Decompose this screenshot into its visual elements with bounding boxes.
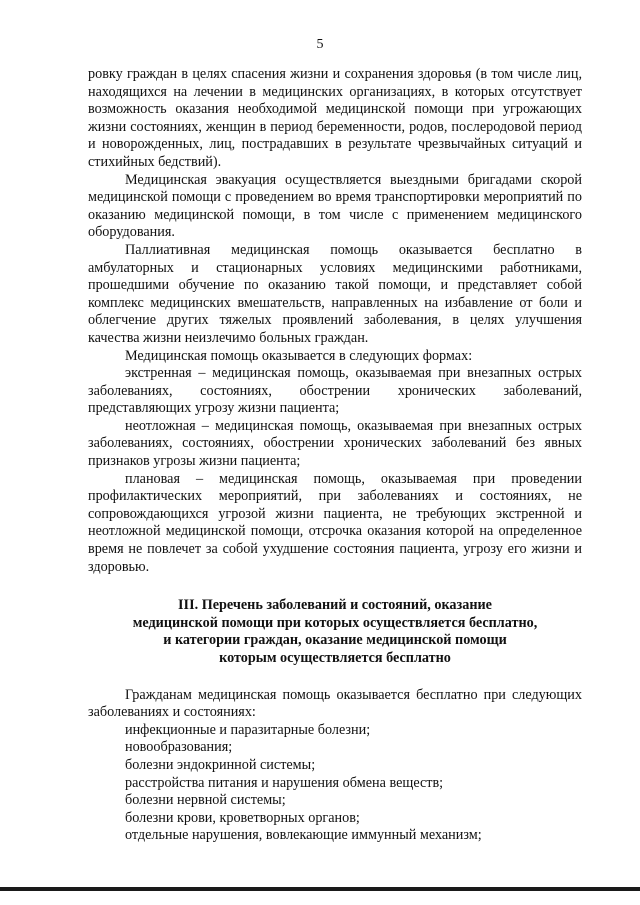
document-body (88, 66, 582, 845)
list-item: отдельные нарушения, вовлекающие иммунный механизм; (125, 827, 482, 844)
paragraph: Медицинская эвакуация осуществляется выездными бригадами скорой медицинской помощи с проведением во время транспортировки мероприятий по оказанию медицинской помощи, в том числе с применением медицинского оборудования. (88, 171, 582, 241)
list-item: новообразования; (125, 739, 233, 756)
paragraph: неотложная – медицинская помощь, оказываемая при внезапных острых заболеваниях, состояниях, обострении хронических заболеваний без явных признаков угрозы жизни пациента; (88, 417, 582, 470)
section-heading-line: медицинской помощи при которых осуществляется бесплатно, (132, 614, 538, 631)
section-heading-line: которым осуществляется бесплатно (219, 650, 451, 666)
bottom-rule (0, 887, 640, 891)
paragraph: ровку граждан в целях спасения жизни и сохранения здоровья (в том числе лиц, находящихся на лечении в медицинских организациях, в которых отсутствует возможность оказания необходимой медицинской помощи при угрожающих жизни состояниях, женщин в период беременности, родов, послеродовой период и новорожденных, лиц, пострадавших в результате чрезвычайных ситуаций и стихийных бедствий). (88, 66, 582, 170)
intro-paragraph: Гражданам медицинская помощь оказывается бесплатно при следующих заболеваниях и состояниях: (88, 686, 582, 721)
paragraph: Паллиативная медицинская помощь оказывается бесплатно в амбулаторных и стационарных условиях медицинскими работниками, прошедшими обучение по оказанию такой помощи, и представляет собой комплекс медицинских вмешательств, направленных на избавление от боли и облегчение других тяжелых проявлений заболевания, в целях улучшения качества жизни неизлечимо больных граждан. (88, 241, 582, 346)
list-item: болезни крови, кроветворных органов; (125, 809, 360, 826)
paragraph: экстренная – медицинская помощь, оказываемая при внезапных острых заболеваниях, состояниях, обострении хронических заболеваний, представляющих угрозу жизни пациента; (88, 365, 582, 417)
list-item: инфекционные и паразитарные болезни; (125, 721, 371, 738)
paragraph: Медицинская помощь оказывается в следующих формах: (125, 347, 473, 364)
page-number: 5 (316, 37, 324, 52)
section-heading-line: и категории граждан, оказание медицинской помощи (163, 632, 507, 649)
list-item: болезни нервной системы; (125, 792, 286, 809)
section-heading-line: III. Перечень заболеваний и состояний, оказание (178, 597, 492, 614)
top-paragraphs (88, 66, 582, 576)
list-item: болезни эндокринной системы; (125, 756, 316, 773)
list-item: расстройства питания и нарушения обмена веществ; (125, 774, 444, 791)
disease-list (88, 722, 582, 845)
section-heading (88, 597, 582, 667)
paragraph: плановая – медицинская помощь, оказываемая при проведении профилактических мероприятий, при заболеваниях и состояниях, не сопровождающихся угрозой жизни пациента, не требующих экстренной и неотложной медицинской помощи, отсрочка оказания которой на определенное время не повлечет за собой ухудшение состояния пациента, угрозу его жизни и здоровью. (88, 470, 582, 575)
